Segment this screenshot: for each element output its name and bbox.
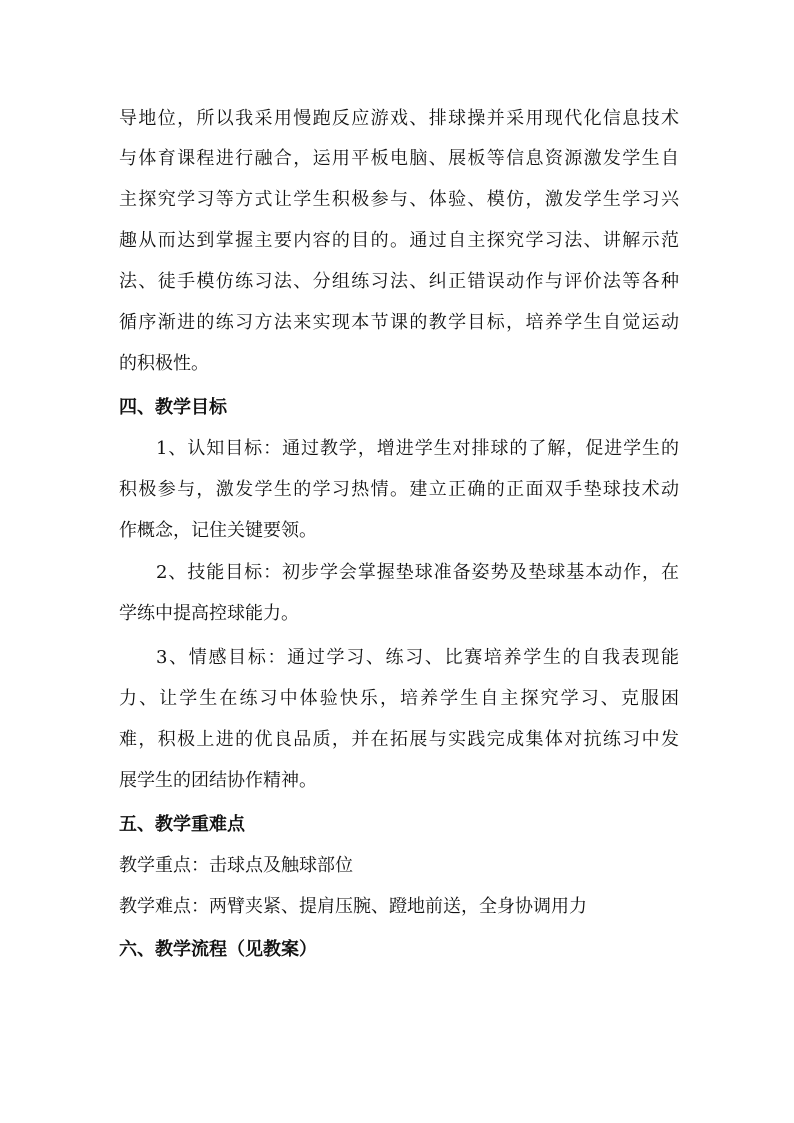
goal-cognitive-line: 积极参与，激发学生的学习热情。建立正确的正面双手垫球技术动	[119, 479, 679, 500]
goal-emotion-line: 展学生的团结协作精神。	[119, 770, 317, 791]
section-heading-key-difficulties: 五、教学重难点	[119, 814, 245, 835]
goal-cognitive-line: 1、认知目标：通过教学，增进学生对排球的了解，促进学生的	[156, 438, 679, 459]
goal-skill-line: 学练中提高控球能力。	[119, 603, 299, 624]
body-text-line: 与体育课程进行融合，运用平板电脑、展板等信息资源激发学生自	[119, 148, 679, 169]
body-text-line: 的积极性。	[119, 353, 209, 374]
body-text-line: 主探究学习等方式让学生积极参与、体验、模仿，激发学生学习兴	[119, 189, 679, 210]
section-heading-teaching-goals: 四、教学目标	[119, 397, 227, 418]
goal-emotion-line: 力、让学生在练习中体验快乐，培养学生自主探究学习、克服困	[119, 688, 679, 709]
goal-skill-line: 2、技能目标：初步学会掌握垫球准备姿势及垫球基本动作，在	[156, 562, 679, 583]
section-heading-teaching-process: 六、教学流程（见教案）	[119, 939, 317, 960]
goal-cognitive-line: 作概念，记住关键要领。	[119, 520, 317, 541]
difficulty-text: 教学难点：两臂夹紧、提肩压腕、蹬地前送，全身协调用力	[119, 896, 587, 917]
body-text-line: 趣从而达到掌握主要内容的目的。通过自主探究学习法、讲解示范	[119, 230, 679, 251]
goal-emotion-line: 难，积极上进的优良品质，并在拓展与实践完成集体对抗练习中发	[119, 729, 679, 750]
body-text-line: 导地位，所以我采用慢跑反应游戏、排球操并采用现代化信息技术	[119, 108, 679, 129]
body-text-line: 法、徒手模仿练习法、分组练习法、纠正错误动作与评价法等各种	[119, 271, 679, 292]
body-text-line: 循序渐进的练习方法来实现本节课的教学目标，培养学生自觉运动	[119, 312, 679, 333]
key-point-text: 教学重点：击球点及触球部位	[119, 855, 353, 876]
goal-emotion-line: 3、情感目标：通过学习、练习、比赛培养学生的自我表现能	[156, 647, 679, 668]
